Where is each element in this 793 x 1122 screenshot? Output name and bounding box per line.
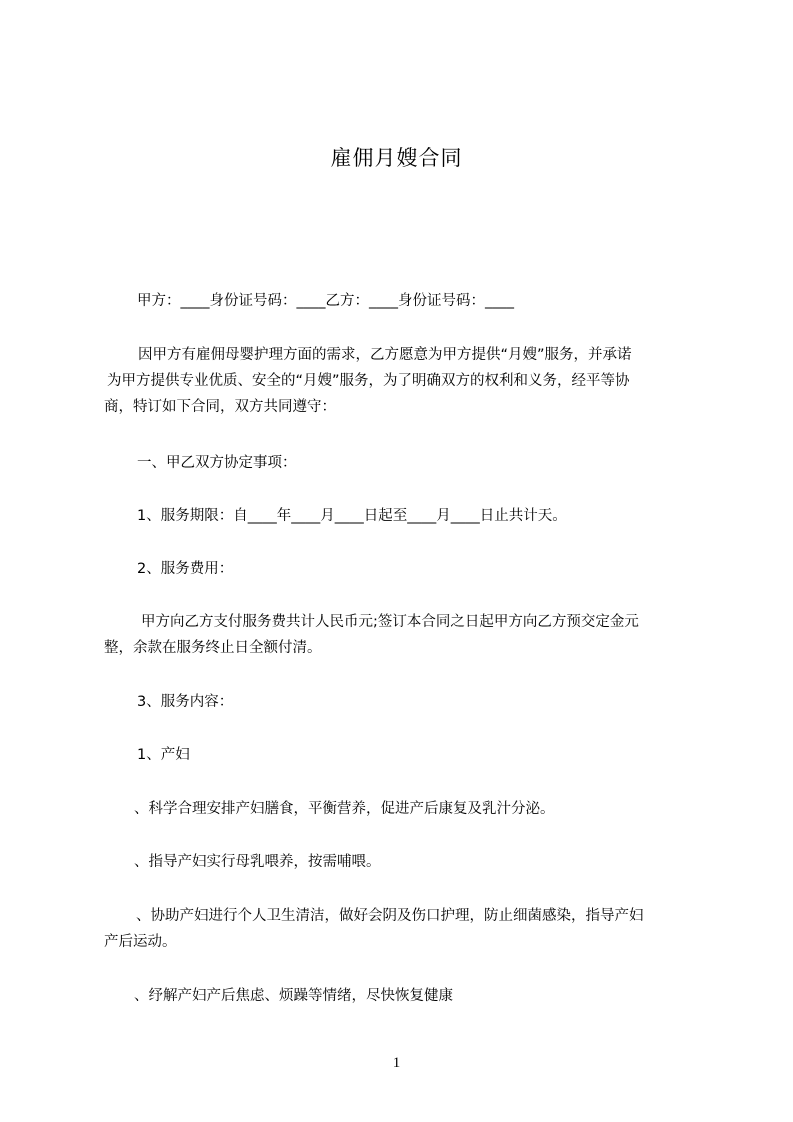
fee-line-2: 整，余款在服务终止日全额付清。 (104, 640, 322, 656)
sub-item-mother: 1、产妇 (137, 747, 190, 763)
bullet-diet: 、科学合理安排产妇膳食，平衡营养，促进产后康复及乳汁分泌。 (134, 801, 555, 817)
intro-line-3: 商，特订如下合同，双方共同遵守： (104, 399, 336, 415)
page-number: 1 (392, 1055, 401, 1071)
bullet-emotion: 、纾解产妇产后焦虑、烦躁等情绪，尽快恢复健康 (134, 988, 453, 1004)
fee-line-1: 甲方向乙方支付服务费共计人民币元;签订本合同之日起甲方向乙方预交定金元 (141, 614, 639, 630)
bullet-hygiene-line-2: 产后运动。 (104, 934, 177, 950)
bullet-hygiene-line-1: 、协助产妇进行个人卫生清洁，做好会阴及伤口护理，防止细菌感染，指导产妇 (136, 908, 644, 924)
intro-line-1: 因甲方有雇佣母婴护理方面的需求，乙方愿意为甲方提供“月嫂”服务，并承诺 (138, 347, 632, 363)
item-service-period: 1、服务期限：自____年____月____日起至____月____日止共计天。 (137, 508, 567, 524)
section-1-heading: 一、甲乙双方协定事项： (137, 455, 297, 471)
parties-line: 甲方：____身份证号码：____乙方：____身份证号码：____ (137, 293, 514, 309)
item-service-fee: 2、服务费用： (137, 561, 234, 577)
bullet-breastfeeding: 、指导产妇实行母乳喂养，按需哺喂。 (134, 854, 381, 870)
document-title: 雇佣月嫂合同 (330, 146, 463, 170)
item-service-content: 3、服务内容： (137, 694, 234, 710)
intro-line-2: 为甲方提供专业优质、安全的“月嫂”服务，为了明确双方的权利和义务，经平等协 (107, 373, 630, 389)
